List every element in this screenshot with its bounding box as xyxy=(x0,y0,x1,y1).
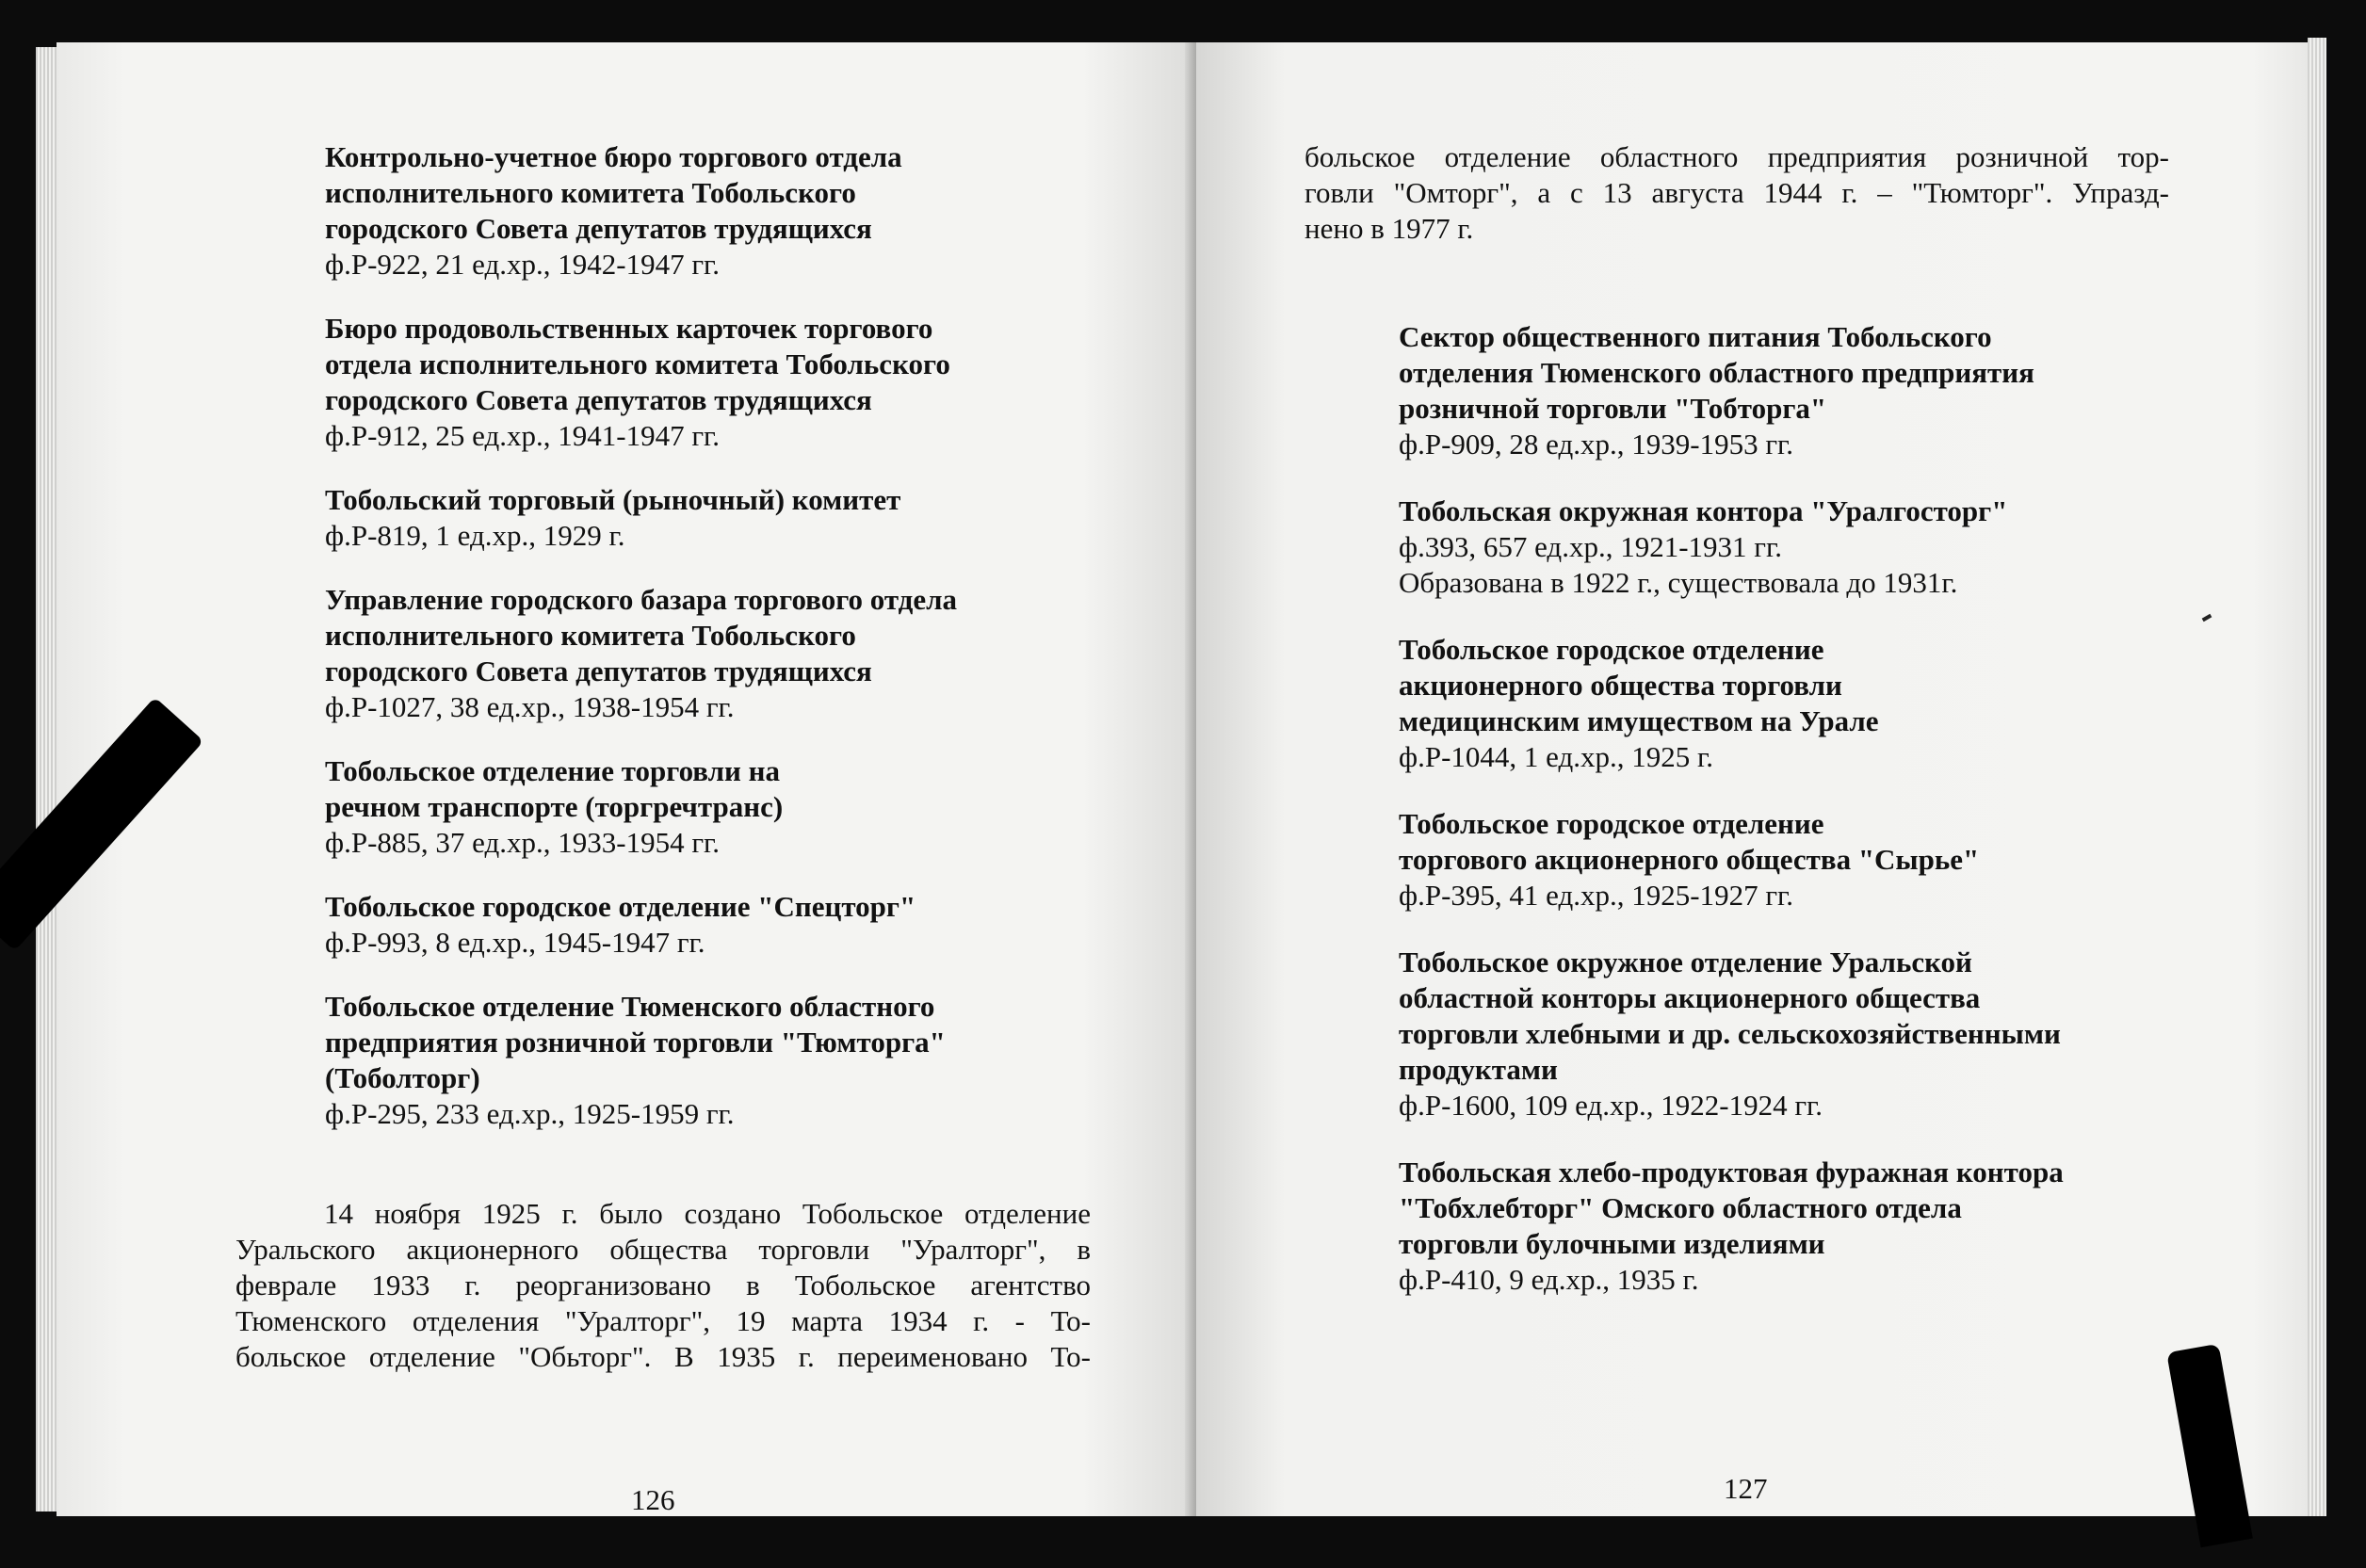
entry-title-line: Контрольно-учетное бюро торгового отдела xyxy=(325,140,902,173)
archive-entry xyxy=(1399,806,2190,913)
archive-entry xyxy=(1399,632,2190,775)
entry-title-line: Управление городского базара торгового отдела xyxy=(325,583,957,616)
entry-title xyxy=(1399,632,2190,739)
entry-title xyxy=(1399,319,2190,427)
history-paragraph xyxy=(235,1196,1091,1375)
entry-title-line: торговли булочными изделиями xyxy=(1399,1227,1825,1260)
entry-title xyxy=(325,482,1078,518)
right-entries xyxy=(1399,319,2190,1298)
entry-title-line: продуктами xyxy=(1399,1053,1558,1086)
entry-title-line: Тобольское городское отделение xyxy=(1399,807,1824,840)
entry-title-line: Тобольское городское отделение "Спецторг" xyxy=(325,890,916,923)
fond-reference: ф.Р-395, 41 ед.хр., 1925-1927 гг. xyxy=(1399,879,1794,912)
archive-entry xyxy=(1399,945,2190,1123)
entry-title-line: областной конторы акционерного общества xyxy=(1399,981,1981,1014)
entry-title-line: Тобольское отделение Тюменского областного xyxy=(325,990,935,1023)
entry-title xyxy=(325,139,1078,247)
right-page xyxy=(1196,42,2308,1516)
page-edges-right xyxy=(2308,38,2326,1516)
paragraph-line: феврале 1933 г. реорганизовано в Тобольское агентство xyxy=(235,1269,1091,1301)
entry-title-line: "Тобхлебторг" Омского областного отдела xyxy=(1399,1191,1962,1224)
fond-reference: ф.Р-912, 25 ед.хр., 1941-1947 гг. xyxy=(325,419,721,452)
entry-title-line: торговли хлебными и др. сельскохозяйственными xyxy=(1399,1017,2061,1050)
entry-title xyxy=(1399,1155,2190,1262)
left-page xyxy=(57,42,1196,1516)
fond-reference: ф.Р-819, 1 ед.хр., 1929 г. xyxy=(325,519,625,552)
entry-title-line: акционерного общества торговли xyxy=(1399,669,1842,702)
page-number-left: 126 xyxy=(631,1483,675,1516)
archive-entry xyxy=(325,582,1078,725)
left-entries xyxy=(325,139,1078,1132)
paragraph-line: говли "Омторг", а с 13 августа 1944 г. – "Тюмторг". Упразд- xyxy=(1305,176,2169,209)
archive-entry xyxy=(325,482,1078,554)
entry-title-line: исполнительного комитета Тобольского xyxy=(325,176,856,209)
entry-title-line: Тобольский торговый (рыночный) комитет xyxy=(325,483,901,516)
paragraph-line: Уральского акционерного общества торговли "Уралторг", в xyxy=(235,1233,1091,1266)
entry-title xyxy=(325,753,1078,825)
entry-title-line: Тобольское окружное отделение Уральской xyxy=(1399,946,1972,978)
entry-title-line: Тобольская окружная контора "Уралгосторг" xyxy=(1399,494,2008,527)
entry-title-line: исполнительного комитета Тобольского xyxy=(325,619,856,652)
entry-title-line: Тобольское отделение торговли на xyxy=(325,754,780,787)
archive-entry xyxy=(1399,319,2190,462)
archive-entry xyxy=(325,311,1078,454)
entry-title xyxy=(325,889,1078,925)
entry-title-line: отдела исполнительного комитета Тобольского xyxy=(325,348,950,380)
archive-entry xyxy=(1399,493,2190,601)
archive-entry xyxy=(1399,1155,2190,1298)
entry-title-line: предприятия розничной торговли "Тюмторга" xyxy=(325,1026,946,1059)
paragraph-line: больское отделение "Обьторг". В 1935 г. переименовано То- xyxy=(235,1340,1091,1373)
fond-reference: ф.Р-1044, 1 ед.хр., 1925 г. xyxy=(1399,740,1713,773)
entry-title xyxy=(325,311,1078,418)
entry-title-line: (Тоболторг) xyxy=(325,1061,480,1094)
archive-entry xyxy=(325,753,1078,861)
fond-reference: ф.Р-410, 9 ед.хр., 1935 г. xyxy=(1399,1263,1699,1296)
fond-reference: ф.393, 657 ед.хр., 1921-1931 гг. xyxy=(1399,530,1782,563)
paragraph-line: больское отделение областного предприятия розничной тор- xyxy=(1305,140,2169,173)
fond-reference: ф.Р-1600, 109 ед.хр., 1922-1924 гг. xyxy=(1399,1089,1823,1122)
entry-title-line: Тобольская хлебо-продуктовая фуражная контора xyxy=(1399,1156,2064,1188)
entry-title-line: отделения Тюменского областного предприятия xyxy=(1399,356,2034,389)
fond-reference: ф.Р-1027, 38 ед.хр., 1938-1954 гг. xyxy=(325,690,735,723)
entry-title xyxy=(1399,806,2190,878)
archive-entry xyxy=(325,139,1078,283)
archive-entry xyxy=(325,989,1078,1132)
history-paragraph-continued xyxy=(1305,139,2169,247)
entry-title-line: городского Совета депутатов трудящихся xyxy=(325,383,872,416)
entry-title xyxy=(1399,493,2190,529)
entry-title-line: городского Совета депутатов трудящихся xyxy=(325,655,872,687)
entry-title xyxy=(325,989,1078,1096)
entry-title xyxy=(1399,945,2190,1088)
page-number-right: 127 xyxy=(1724,1472,1768,1505)
archive-entry xyxy=(325,889,1078,961)
entry-title-line: городского Совета депутатов трудящихся xyxy=(325,212,872,245)
entry-note: Образована в 1922 г., существовала до 1931г. xyxy=(1399,566,1958,599)
fond-reference: ф.Р-993, 8 ед.хр., 1945-1947 гг. xyxy=(325,926,705,959)
paragraph-line: Тюменского отделения "Уралторг", 19 марта 1934 г. - То- xyxy=(235,1304,1091,1337)
fond-reference: ф.Р-295, 233 ед.хр., 1925-1959 гг. xyxy=(325,1097,735,1130)
page-edges-left xyxy=(36,47,58,1511)
entry-title-line: медицинским имуществом на Урале xyxy=(1399,704,1879,737)
left-paragraph xyxy=(235,1196,1091,1375)
right-paragraph xyxy=(1305,139,2169,247)
entry-title-line: Бюро продовольственных карточек торгового xyxy=(325,312,933,345)
entry-title-line: Сектор общественного питания Тобольского xyxy=(1399,320,1992,353)
entry-title xyxy=(325,582,1078,689)
entry-title-line: торгового акционерного общества "Сырье" xyxy=(1399,843,1980,876)
entry-title-line: Тобольское городское отделение xyxy=(1399,633,1824,666)
fond-reference: ф.Р-885, 37 ед.хр., 1933-1954 гг. xyxy=(325,826,721,859)
fond-reference: ф.Р-922, 21 ед.хр., 1942-1947 гг. xyxy=(325,248,721,281)
paragraph-line: нено в 1977 г. xyxy=(1305,212,1474,245)
entry-title-line: розничной торговли "Тобторга" xyxy=(1399,392,1827,425)
paragraph-line: 14 ноября 1925 г. было создано Тобольское отделение xyxy=(324,1197,1091,1230)
entry-title-line: речном транспорте (торгречтранс) xyxy=(325,790,784,823)
fond-reference: ф.Р-909, 28 ед.хр., 1939-1953 гг. xyxy=(1399,428,1794,461)
